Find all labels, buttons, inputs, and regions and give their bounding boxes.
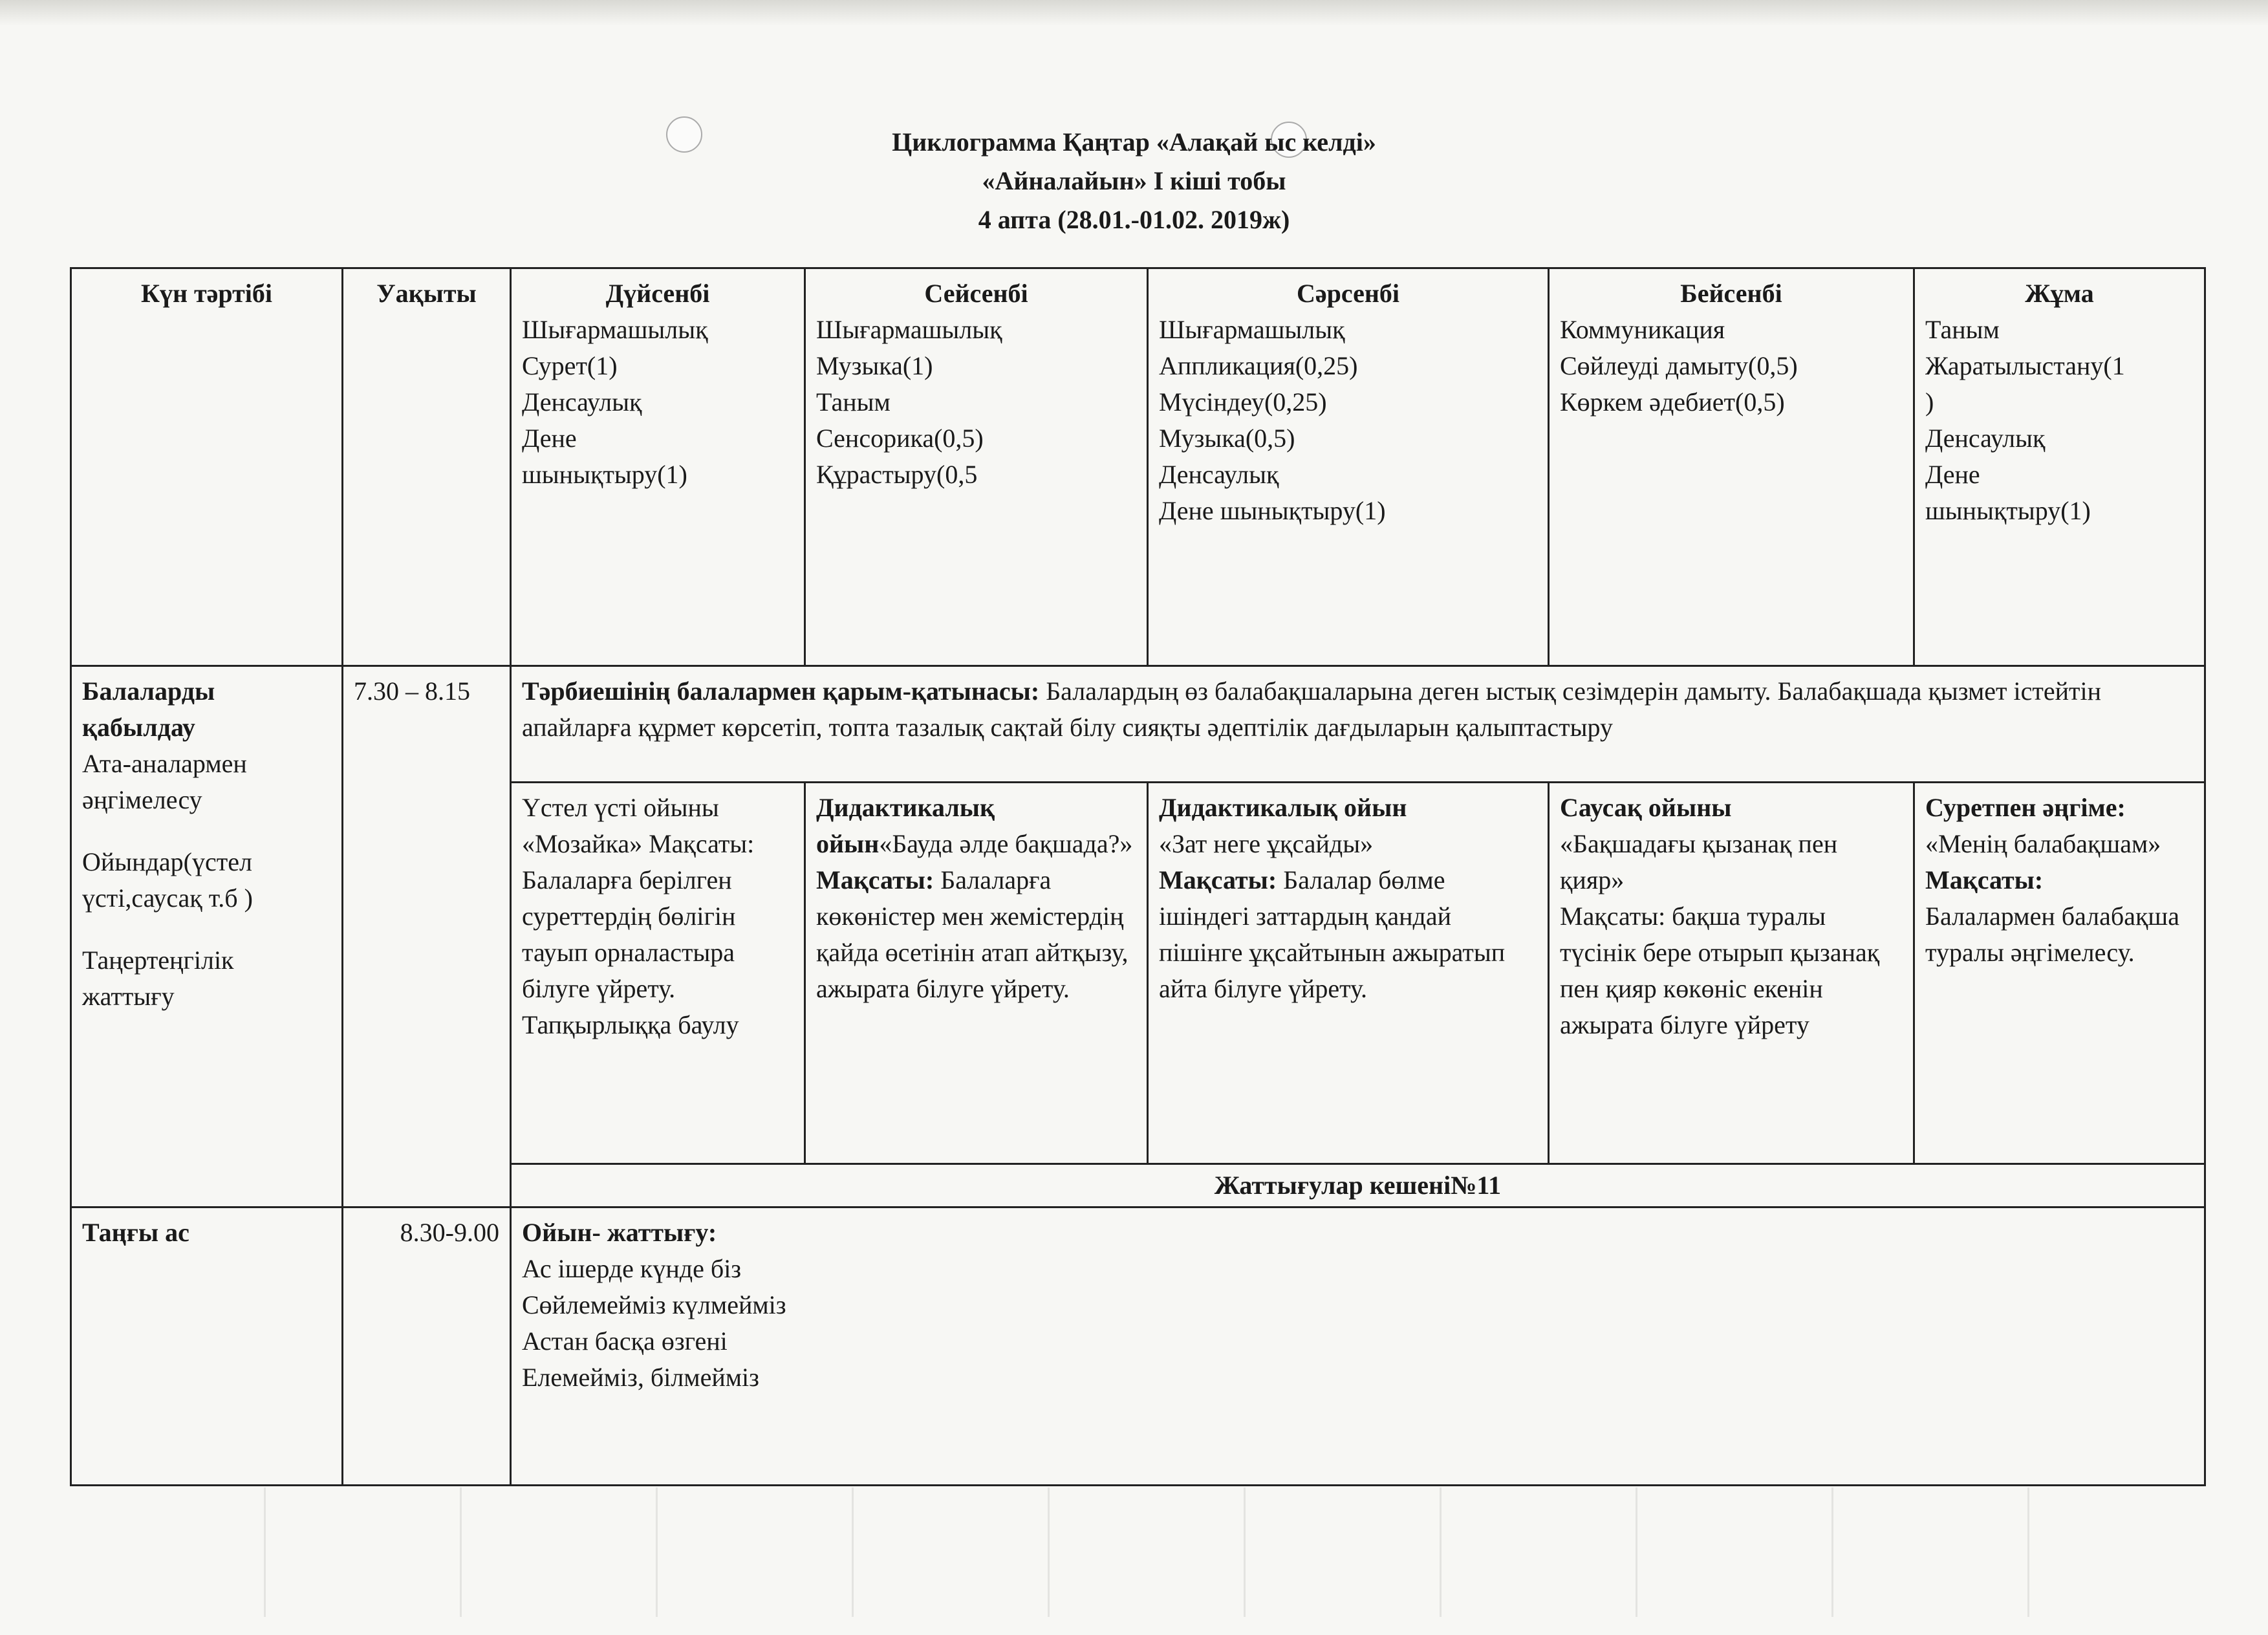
game-title: «Зат неге ұқсайды» [1159, 829, 1374, 858]
communication-cell [511, 666, 2205, 783]
title-line-2: «Айналайын» І кіші тобы [982, 166, 1286, 195]
subject-line: Сенсорика(0,5) [816, 424, 984, 453]
header-regime: Күн тәртібі [71, 268, 343, 666]
document-title [0, 123, 2268, 239]
subject-line: Жаратылыстану(1 [1925, 351, 2125, 380]
regime-title: Балаларды қабылдау [82, 677, 215, 742]
game-title: «Менің балабақшам» [1925, 829, 2161, 858]
subject-line: Көркем әдебиет(0,5) [1560, 387, 1785, 417]
monday-game-cell: Үстел үсті ойыны «Мозайка» Мақсаты: Балаларға берілген суреттердің бөлігін тауып орналастыра білуге үйрету. Тапқырлыққа баулу [511, 783, 805, 1164]
day-name: Бейсенбі [1680, 279, 1782, 308]
header-friday [1914, 268, 2205, 666]
goal-text: Балалар бөлме ішіндегі заттардың қандай пішінге ұқсайтынын ажыратып айта білуге үйрету. [1159, 865, 1506, 1003]
header-wednesday [1148, 268, 1549, 666]
game-type: Дидактикалық ойын [1159, 793, 1407, 822]
subject-line: Шығармашылық [816, 315, 1002, 344]
subject-line: шынықтыру(1) [1925, 496, 2091, 525]
subject-line: Таным [1925, 315, 2000, 344]
title-line-1: Циклограмма Қаңтар «Алақай ыс келді» [892, 127, 1376, 157]
subject-line: Денсаулық [522, 387, 642, 417]
header-row [71, 268, 2205, 666]
game-type: Саусақ ойыны [1560, 793, 1732, 822]
goal-text: Балалармен балабақша туралы әңгімелесу. [1925, 902, 2179, 967]
subject-line: Сөйлеуді дамыту(0,5) [1560, 351, 1798, 380]
subject-line: Сурет(1) [522, 351, 618, 380]
reception-row [71, 666, 2205, 783]
day-name: Жұма [2025, 279, 2094, 308]
goal-label: Мақсаты: [816, 865, 934, 894]
header-monday [511, 268, 805, 666]
friday-game-cell [1914, 783, 2205, 1164]
header-thursday [1549, 268, 1914, 666]
subject-line: Денсаулық [1159, 460, 1279, 489]
scan-edge [0, 0, 2268, 26]
subject-line: Денсаулық [1925, 424, 2046, 453]
subject-line: шынықтыру(1) [522, 460, 687, 489]
breakfast-row [71, 1207, 2205, 1486]
game-type: Суретпен әңгіме: [1925, 793, 2126, 822]
subject-line: Мүсіндеу(0,25) [1159, 387, 1327, 417]
subject-line: Шығармашылық [522, 315, 708, 344]
subject-line: ) [1925, 387, 1934, 417]
regime-line: Таңертеңгілік жаттығу [82, 946, 234, 1011]
regime-line: Ата-аналармен әңгімелесу [82, 749, 247, 814]
breakfast-time-cell: 8.30-9.00 [343, 1207, 511, 1486]
day-name: Дүйсенбі [605, 279, 710, 308]
reception-time-cell: 7.30 – 8.15 [343, 666, 511, 1207]
poem-line: Астан басқа өзгені [522, 1326, 728, 1356]
communication-label: Тәрбиешінің балалармен қарым-қатынасы: [522, 677, 1040, 706]
wednesday-game-cell [1148, 783, 1549, 1164]
day-name: Сәрсенбі [1296, 279, 1400, 308]
header-tuesday [805, 268, 1148, 666]
schedule-table [70, 267, 2206, 1486]
subject-line: Таным [816, 387, 891, 417]
game-type: Дидактикалық ойын [816, 793, 995, 858]
header-time: Уақыты [343, 268, 511, 666]
communication-text: Балалардың өз балабақшаларына деген ыстық сезімдерін дамыту. Балабақшада қызмет істейтін апайларға құрмет көрсетіп, топта тазалық сақтай білу сияқты әдептілік дағдыларын қалыптастыру [522, 677, 2102, 742]
subject-line: Музыка(1) [816, 351, 933, 380]
game-title: «Бауда әлде бақшада?» [879, 829, 1133, 858]
game-title: «Бақшадағы қызанақ пен қияр» [1560, 829, 1838, 894]
poem-line: Сөйлемейміз күлмейміз [522, 1290, 786, 1319]
subject-line: Құрастыру(0,5 [816, 460, 978, 489]
exercise-complex: Жаттығулар кешені№11 [511, 1164, 2205, 1207]
bleed-through-lines [70, 1488, 2204, 1617]
tuesday-game-cell [805, 783, 1148, 1164]
title-line-3: 4 апта (28.01.-01.02. 2019ж) [978, 205, 1290, 234]
thursday-game-cell [1549, 783, 1914, 1164]
breakfast-activity-cell [511, 1207, 2205, 1486]
poem-line: Елемейміз, білмейміз [522, 1363, 759, 1392]
regime-line: Ойындар(үстел үсті,саусақ т.б ) [82, 847, 253, 913]
day-name: Сейсенбі [924, 279, 1028, 308]
breakfast-regime-cell: Таңғы ас [71, 1207, 343, 1486]
poem-line: Ас ішерде күнде біз [522, 1254, 742, 1283]
subject-line: Аппликация(0,25) [1159, 351, 1358, 380]
goal-text: Мақсаты: бақша туралы түсінік бере отырып қызанақ пен қияр көкөніс екенін ажырата білуге үйрету [1560, 902, 1880, 1039]
subject-line: Коммуникация [1560, 315, 1725, 344]
reception-regime-cell [71, 666, 343, 1207]
subject-line: Дене [522, 424, 577, 453]
goal-label: Мақсаты: [1925, 865, 2044, 894]
subject-line: Дене шынықтыру(1) [1159, 496, 1386, 525]
goal-text: Балаларға көкөністер мен жемістердің қайда өсетінін атап айтқызу, ажырата білуге үйрету. [816, 865, 1129, 1003]
subject-line: Дене [1925, 460, 1980, 489]
activity-label: Ойын- жаттығу: [522, 1218, 717, 1247]
goal-label: Мақсаты: [1159, 865, 1277, 894]
subject-line: Музыка(0,5) [1159, 424, 1295, 453]
subject-line: Шығармашылық [1159, 315, 1345, 344]
